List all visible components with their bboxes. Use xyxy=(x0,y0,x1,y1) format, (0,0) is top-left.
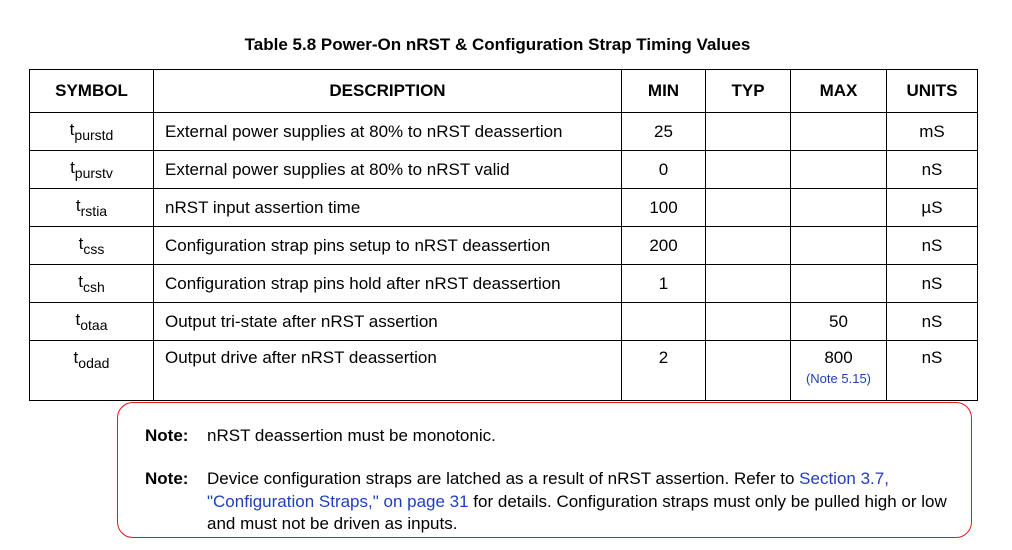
units-cell: nS xyxy=(887,341,978,401)
symbol-subscript: css xyxy=(83,241,105,257)
symbol-cell xyxy=(30,265,154,303)
typ-cell xyxy=(706,341,791,401)
units-cell: nS xyxy=(887,151,978,189)
timing-table xyxy=(29,69,978,401)
units-cell: nS xyxy=(887,227,978,265)
note-label: Note: xyxy=(145,426,189,445)
note-text-before: Device configuration straps are latched as a result of nRST assertion. Refer to xyxy=(207,469,800,488)
typ-cell xyxy=(706,151,791,189)
min-cell: 100 xyxy=(622,189,706,227)
symbol-base: t xyxy=(75,196,81,215)
section-3-7-link[interactable]: Section 3.7, "Configuration Straps," on page 31 xyxy=(207,469,889,511)
max-cell xyxy=(791,341,887,401)
symbol-base: t xyxy=(70,158,75,177)
table-row xyxy=(30,265,978,303)
min-cell xyxy=(622,303,706,341)
min-cell: 200 xyxy=(622,227,706,265)
max-value: 800 xyxy=(824,348,853,367)
max-cell: 50 xyxy=(791,303,887,341)
symbol-cell xyxy=(30,151,154,189)
symbol-subscript: otaa xyxy=(80,317,108,333)
symbol-cell xyxy=(30,113,154,151)
note-5-15-link[interactable]: (Note 5.15) xyxy=(805,371,872,386)
units-cell: nS xyxy=(887,303,978,341)
header-description: DESCRIPTION xyxy=(154,70,622,113)
max-cell xyxy=(791,265,887,303)
description-cell: External power supplies at 80% to nRST valid xyxy=(154,151,622,189)
units-cell: µS xyxy=(887,189,978,227)
description-cell: Configuration strap pins setup to nRST deassertion xyxy=(154,227,622,265)
table-row xyxy=(30,189,978,227)
typ-cell xyxy=(706,113,791,151)
header-typ: TYP xyxy=(706,70,791,113)
max-cell xyxy=(791,189,887,227)
header-units: UNITS xyxy=(887,70,978,113)
symbol-subscript: odad xyxy=(78,355,110,371)
min-cell: 25 xyxy=(622,113,706,151)
max-cell xyxy=(791,113,887,151)
symbol-base: t xyxy=(69,120,75,139)
table-row xyxy=(30,341,978,401)
max-cell xyxy=(791,151,887,189)
table-row xyxy=(30,227,978,265)
typ-cell xyxy=(706,227,791,265)
description-cell: Output tri-state after nRST assertion xyxy=(154,303,622,341)
symbol-cell xyxy=(30,189,154,227)
table-header-row xyxy=(30,70,978,113)
typ-cell xyxy=(706,303,791,341)
symbol-cell xyxy=(30,227,154,265)
description-cell: Configuration strap pins hold after nRST deassertion xyxy=(154,265,622,303)
symbol-base: t xyxy=(75,310,81,329)
units-cell: nS xyxy=(887,265,978,303)
note-text: nRST deassertion must be monotonic. xyxy=(207,426,496,445)
symbol-subscript: purstv xyxy=(74,165,113,181)
typ-cell xyxy=(706,265,791,303)
symbol-cell xyxy=(30,303,154,341)
table-row xyxy=(30,113,978,151)
header-max: MAX xyxy=(791,70,887,113)
min-cell: 0 xyxy=(622,151,706,189)
table-row xyxy=(30,151,978,189)
table-row xyxy=(30,303,978,341)
symbol-subscript: purstd xyxy=(74,127,114,143)
units-cell: mS xyxy=(887,113,978,151)
header-symbol: SYMBOL xyxy=(30,70,154,113)
symbol-subscript: csh xyxy=(82,279,105,295)
max-cell xyxy=(791,227,887,265)
min-cell: 2 xyxy=(622,341,706,401)
description-cell: External power supplies at 80% to nRST deassertion xyxy=(154,113,622,151)
header-min: MIN xyxy=(622,70,706,113)
typ-cell xyxy=(706,189,791,227)
symbol-base: t xyxy=(78,272,83,291)
description-cell: Output drive after nRST deassertion xyxy=(154,341,622,401)
description-cell: nRST input assertion time xyxy=(154,189,622,227)
symbol-subscript: rstia xyxy=(80,203,108,219)
symbol-base: t xyxy=(78,234,84,253)
note-text xyxy=(207,468,967,536)
symbol-cell xyxy=(30,341,154,401)
min-cell: 1 xyxy=(622,265,706,303)
table-title: Table 5.8 Power-On nRST & Configuration Strap Timing Values xyxy=(244,35,751,54)
note-text-after: for details. Configuration straps must only be pulled high or low and must not be driven as inputs. xyxy=(207,491,947,533)
note-label: Note: xyxy=(145,469,189,488)
symbol-base: t xyxy=(73,348,79,367)
